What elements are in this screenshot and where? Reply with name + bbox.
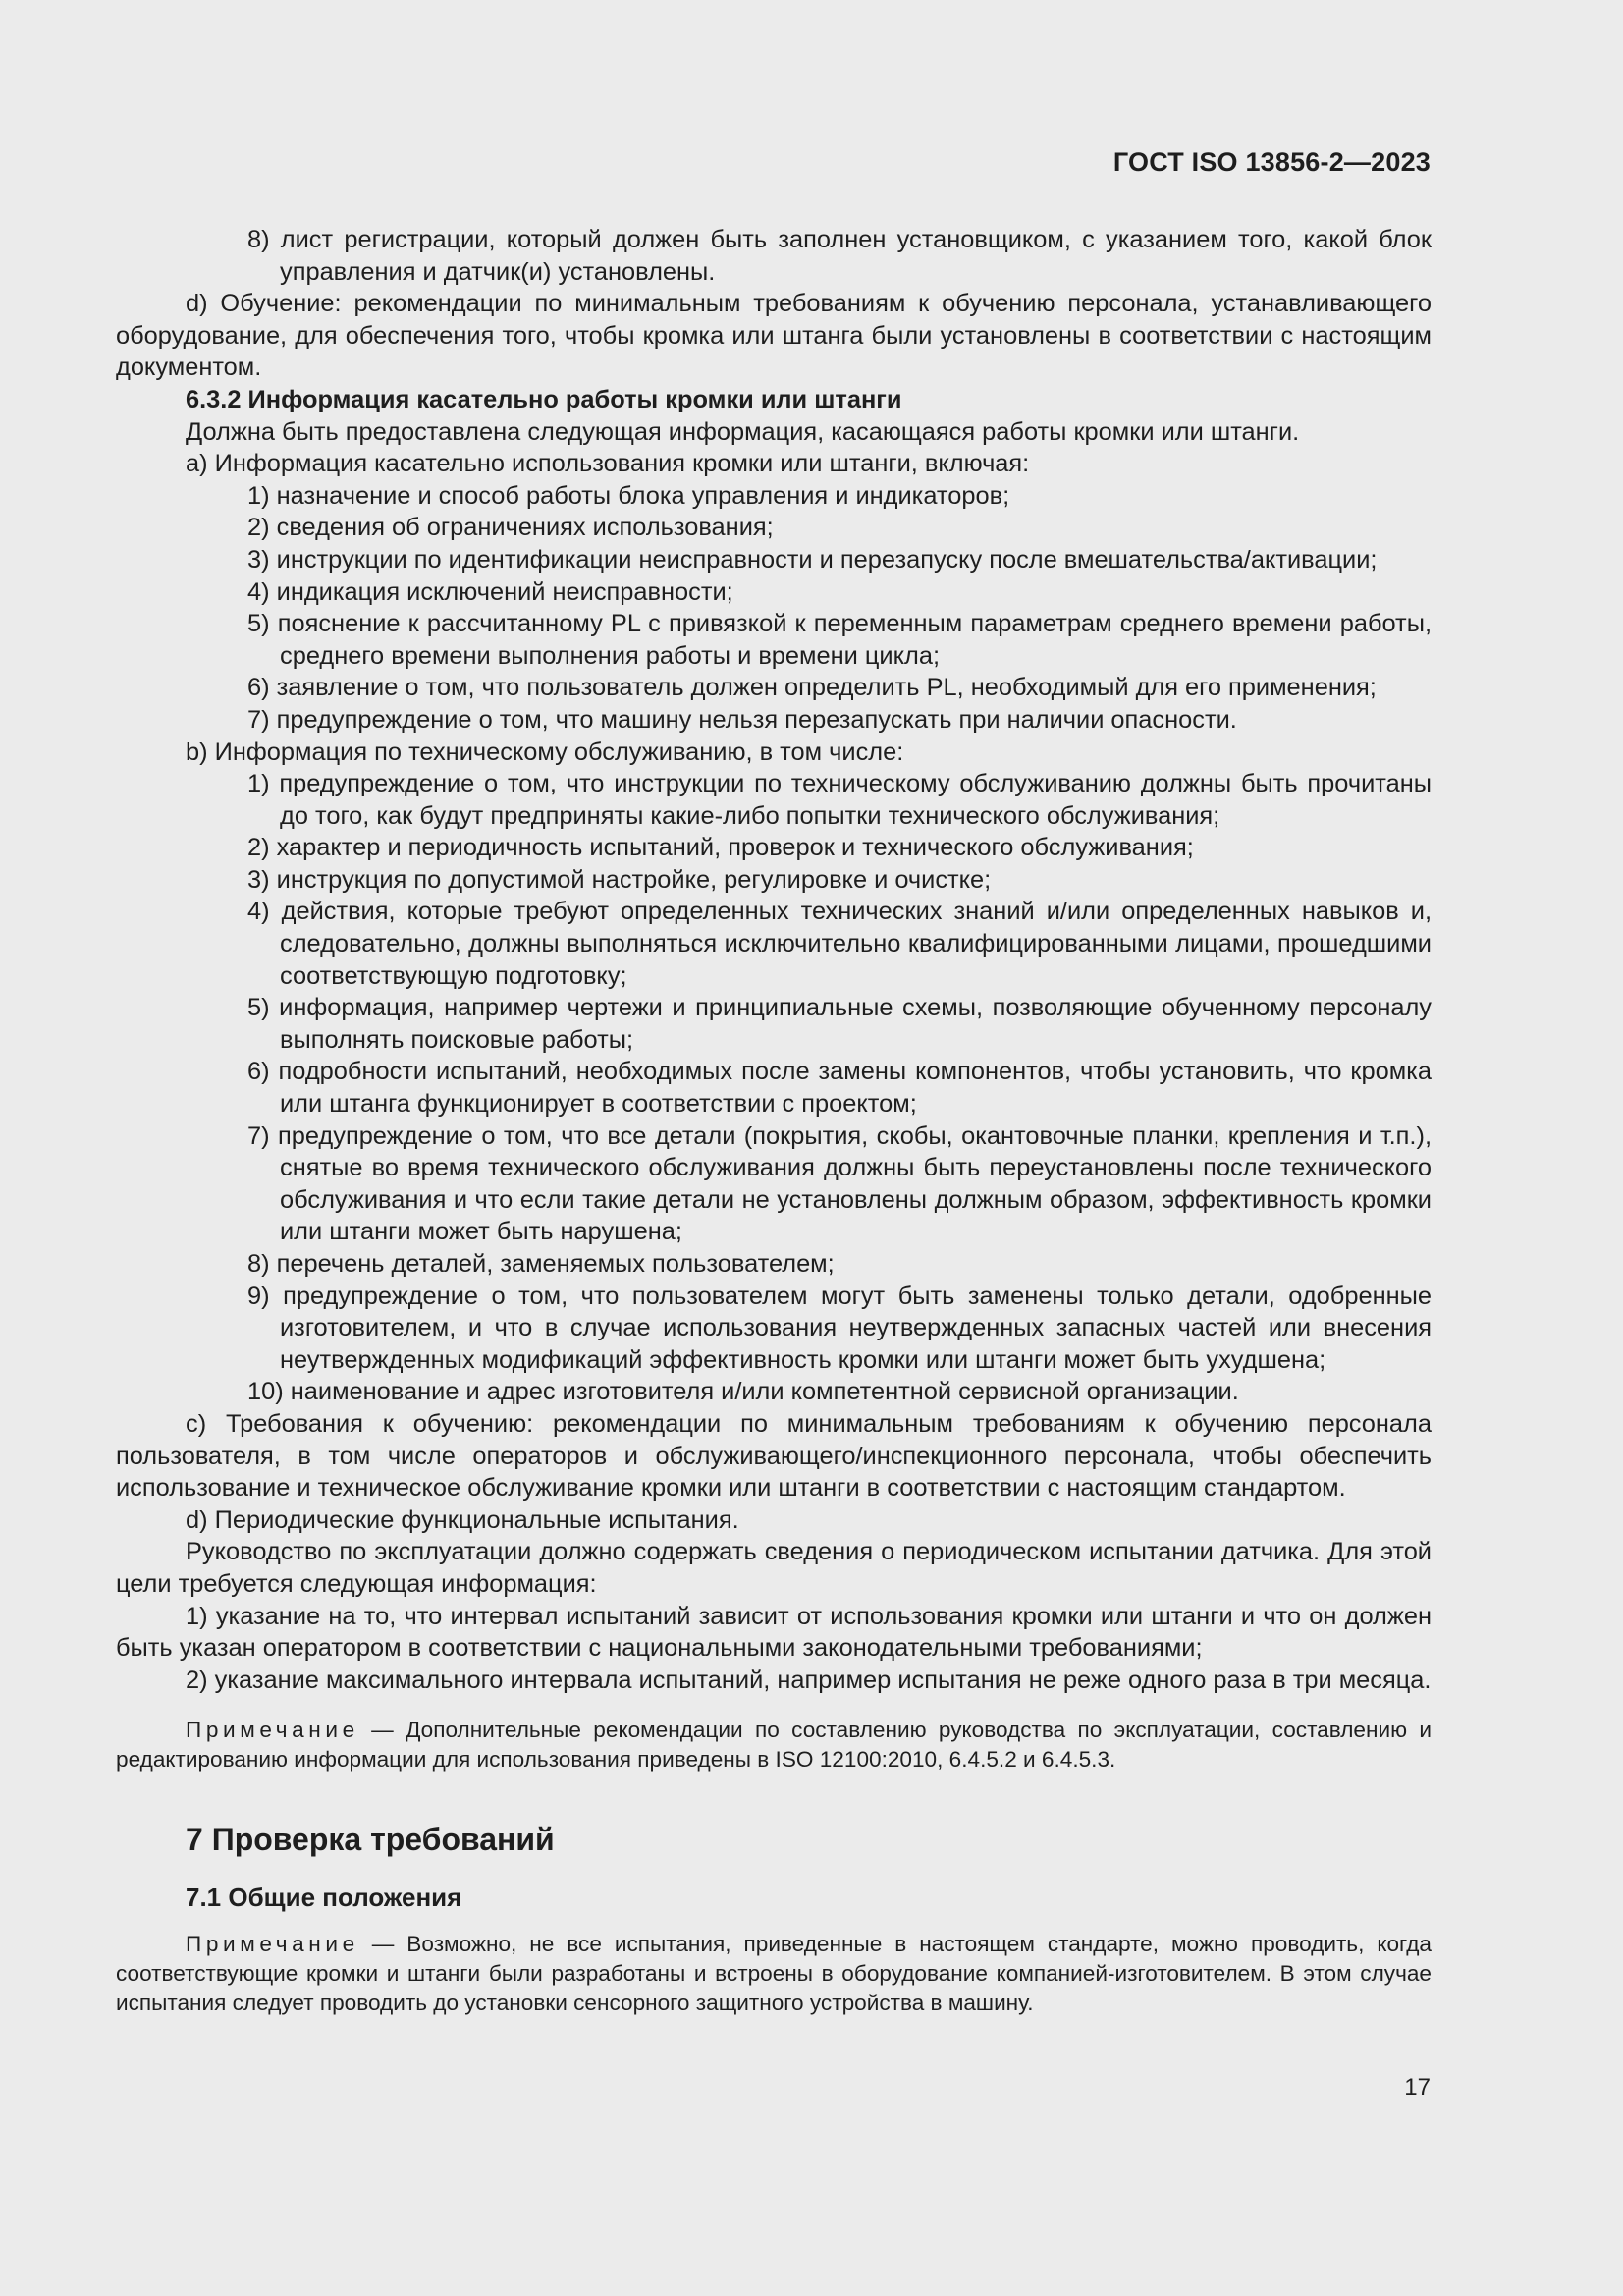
paragraph-d-item-1: 1) указание на то, что интервал испытаний зависит от использования кромки или штанги и что он должен быть указан оператором в соответствии с национальными законодательными требованиями; [116,1602,1432,1663]
paragraph-d-item-2: 2) указание максимального интервала испытаний, например испытания не реже одного раза в три месяца. [186,1666,1432,1694]
paragraph-d-title: d) Периодические функциональные испытания. [186,1505,739,1534]
list-item: 2) характер и периодичность испытаний, проверок и технического обслуживания; [247,834,1194,862]
list-item: 3) инструкция по допустимой настройке, регулировке и очистке; [247,865,992,894]
list-item: 5) пояснение к рассчитанному PL с привязкой к переменным параметрам среднего времени работы, среднего времени выполнения работы и времени цикла; [247,610,1432,670]
list-a [116,480,1432,737]
page-content [116,224,1432,2018]
list-item: 1) назначение и способ работы блока управления и индикаторов; [247,481,1010,510]
list-item: 7) предупреждение о том, что машину нельзя перезапускать при наличии опасности. [247,705,1237,734]
list-a-title: а) Информация касательно использования кромки или штанги, включая: [186,450,1030,478]
list-item: 7) предупреждение о том, что все детали (покрытия, скобы, окантовочные планки, крепления и т.п.), снятые во время технического обслуживания должны быть переустановлены после технического обслуживания и что если такие детали не установлены должным образом, эффективность кромки или штанги может быть нарушена; [247,1121,1432,1246]
section-7-title: 7 Проверка требований [186,1822,555,1858]
list-item: 5) информация, например чертежи и принципиальные схемы, позволяющие обученному персоналу выполнять поисковые работы; [247,994,1432,1054]
top-list [116,224,1432,288]
note-text: — Дополнительные рекомендации по составлению руководства по эксплуатации, составлению и редактированию информации для использования приведены в ISO 12100:2010, 6.4.5.2 и 6.4.5.3. [116,1718,1432,1773]
list-item: 6) заявление о том, что пользователь должен определить PL, необходимый для его применения; [247,674,1377,702]
page-number: 17 [1404,2074,1431,2101]
list-item: 2) сведения об ограничениях использования; [247,514,774,542]
note-label: Примечание [186,1718,359,1743]
list-item: 1) предупреждение о том, что инструкции по техническому обслуживанию должны быть прочитаны до того, как будут предприняты какие-либо попытки технического обслуживания; [247,770,1432,830]
paragraph-d-text: Руководство по эксплуатации должно содержать сведения о периодическом испытании датчика. Для этой цели требуется следующая информация: [116,1538,1432,1598]
note-text: — Возможно, не все испытания, приведенные в настоящем стандарте, можно проводить, когда соответствующие кромки и штанги были разработаны и встроены в оборудование компанией-изготовителем. В этом случае испытания следует проводить до установки сенсорного защитного устройства в машину. [116,1932,1432,2016]
list-item: 6) подробности испытаний, необходимых после замены компонентов, чтобы установить, что кромка или штанга функционирует в соответствии с проектом; [247,1058,1432,1119]
paragraph-training: d) Обучение: рекомендации по минимальным требованиям к обучению персонала, устанавливающего оборудование, для обеспечения того, чтобы кромка или штанга были установлены в соответствии с настоящим документом. [116,290,1432,382]
list-item: 3) инструкции по идентификации неисправности и перезапуску после вмешательства/активации; [247,545,1378,574]
section-632-title: 6.3.2 Информация касательно работы кромки или штанги [186,385,902,413]
list-item: 4) действия, которые требуют определенных технических знаний и/или определенных навыков и, следовательно, должны выполняться исключительно квалифицированными лицами, прошедшими соответствующую подготовку; [247,898,1432,990]
note-71 [116,1930,1432,2018]
section-71-title: 7.1 Общие положения [186,1883,462,1913]
note-632 [116,1716,1432,1775]
list-item: 10) наименование и адрес изготовителя и/или компетентной сервисной организации. [247,1378,1239,1406]
list-b-title: b) Информация по техническому обслуживанию, в том числе: [186,738,904,766]
list-item: 8) лист регистрации, который должен быть заполнен установщиком, с указанием того, какой блок управления и датчик(и) установлены. [247,226,1432,286]
note-label: Примечание [186,1932,359,1957]
list-item: 9) предупреждение о том, что пользователем могут быть заменены только детали, одобренные изготовителем, и что в случае использования неутвержденных запасных частей или внесения неутвержденных модификаций эффективность кромки или штанги может быть ухудшена; [247,1282,1432,1374]
list-item: 4) индикация исключений неисправности; [247,577,733,606]
paragraph-c: c) Требования к обучению: рекомендации по минимальным требованиям к обучению персонала пользователя, в том числе операторов и обслуживающего/инспекционного персонала, чтобы обеспечить использование и техническое обслуживание кромки или штанги в соответствии с настоящим стандартом. [116,1409,1432,1503]
document-header: ГОСТ ISO 13856-2—2023 [1112,147,1431,177]
list-item: 8) перечень деталей, заменяемых пользователем; [247,1250,835,1278]
list-b [116,768,1432,1408]
section-632-intro: Должна быть предоставлена следующая информация, касающаяся работы кромки или штанги. [186,417,1300,446]
